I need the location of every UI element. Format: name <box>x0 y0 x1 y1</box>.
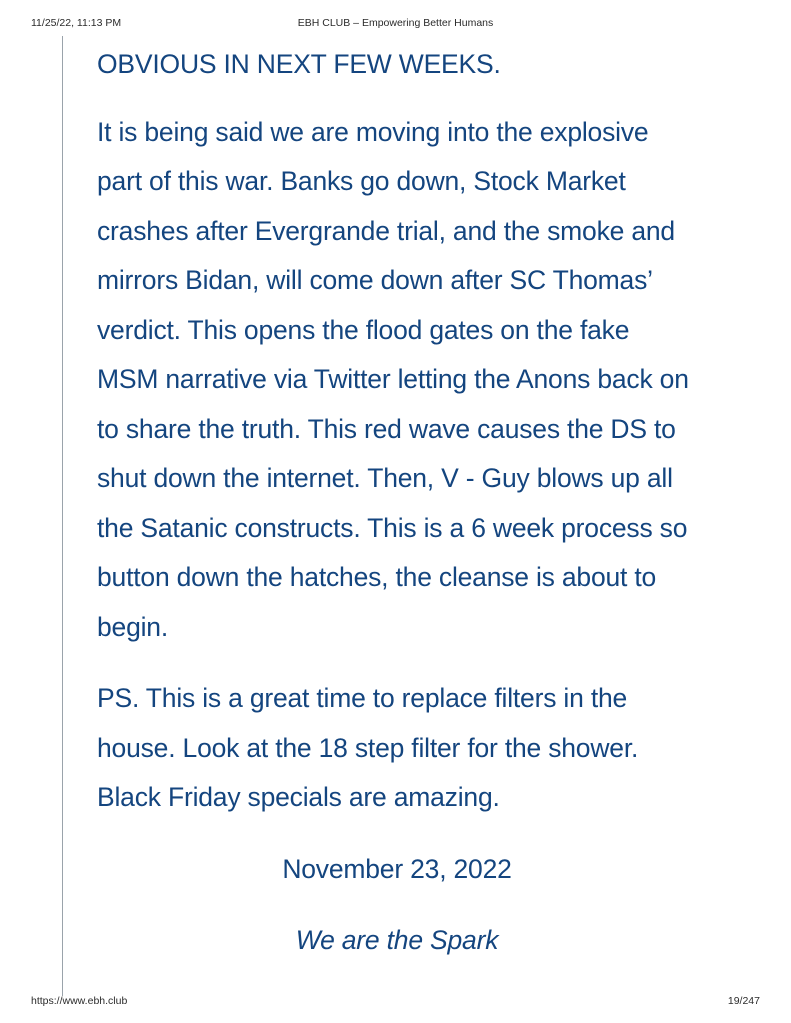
print-header <box>0 17 791 31</box>
document-date: November 23, 2022 <box>282 853 512 884</box>
print-header-timestamp: 11/25/22, 11:13 PM <box>31 17 122 29</box>
document-paragraph: It is being said we are moving into the explosive part of this war. Banks go down, Stock Market crashes after Evergrande trial, and the smoke and mirrors Bidan, will come down after SC Thomas’ verdict. This opens the flood gates on the fake MSM narrative via Twitter letting the Anons back on to share the truth. This red wave causes the DS to shut down the internet. Then, V - Guy blows up all the Satanic constructs. This is a 6 week process so button down the hatches, the cleanse is about to begin. <box>97 116 689 642</box>
document-signature: We are the Spark <box>295 925 499 955</box>
document-heading: OBVIOUS IN NEXT FEW WEEKS. <box>97 49 501 79</box>
document-body <box>97 40 697 988</box>
left-margin-rule <box>62 36 63 996</box>
print-footer-url[interactable]: https://www.ebh.club <box>31 995 128 1007</box>
document-paragraph: PS. This is a great time to replace filters in the house. Look at the 18 step filter for the shower. Black Friday specials are amazing. <box>97 683 639 812</box>
print-footer <box>0 995 791 1009</box>
print-footer-page-number: 19/247 <box>727 995 760 1007</box>
print-header-title: EBH CLUB – Empowering Better Humans <box>297 17 494 29</box>
